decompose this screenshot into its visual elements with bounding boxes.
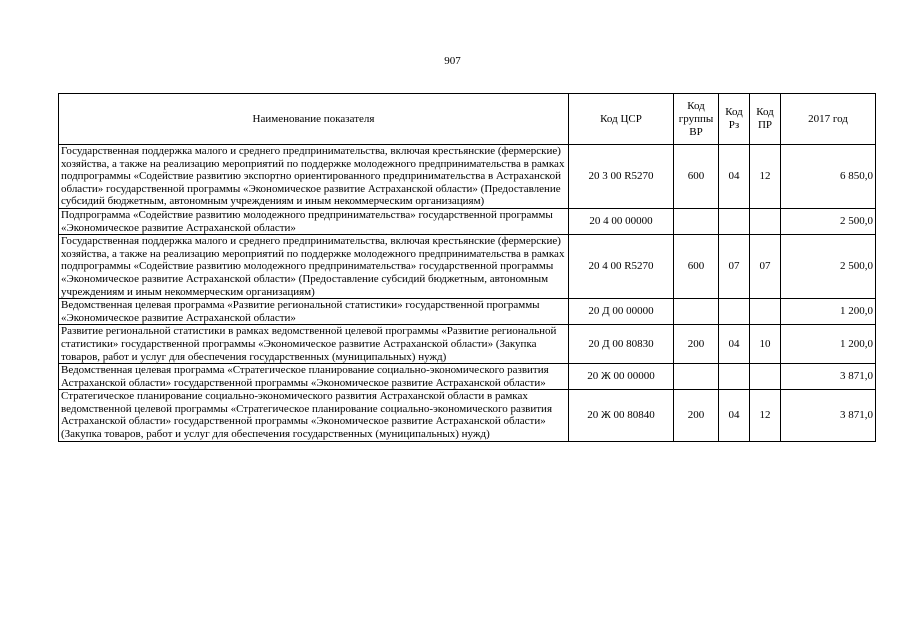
row-csr: 20 Д 00 00000 xyxy=(569,299,674,325)
table-row xyxy=(59,208,876,234)
row-name: Государственная поддержка малого и среднего предпринимательства, включая крестьянские (фермерские) хозяйства, а также на реализацию мероприятий по поддержке молодежного предпринимательства в рамках подпрограммы «Содействие развитию молодежного предпринимательства» государственной программы «Экономическое развитие Астраханской области» (Предоставление субсидий бюджетным, автономным учреждениям и иным некоммерческим организациям) xyxy=(59,235,569,299)
page-number: 907 xyxy=(444,55,461,67)
table-row xyxy=(59,235,876,299)
header-name: Наименование показателя xyxy=(59,94,569,145)
table-row xyxy=(59,325,876,364)
row-csr: 20 3 00 R5270 xyxy=(569,145,674,209)
row-csr: 20 4 00 00000 xyxy=(569,208,674,234)
table-row xyxy=(59,145,876,209)
row-rz: 04 xyxy=(719,390,750,441)
table-row xyxy=(59,299,876,325)
table-row xyxy=(59,390,876,441)
row-name: Развитие региональной статистики в рамках ведомственной целевой программы «Развитие региональной статистики» государственной программы «Экономическое развитие Астраханской области» (Закупка товаров, работ и услуг для обеспечения государственных (муниципальных) нужд) xyxy=(59,325,569,364)
row-vr: 600 xyxy=(674,235,719,299)
row-csr: 20 Ж 00 00000 xyxy=(569,364,674,390)
row-rz: 04 xyxy=(719,325,750,364)
row-rz xyxy=(719,208,750,234)
row-csr: 20 Ж 00 80840 xyxy=(569,390,674,441)
row-amount: 2 500,0 xyxy=(781,235,876,299)
row-pr xyxy=(750,208,781,234)
row-rz xyxy=(719,364,750,390)
row-amount: 2 500,0 xyxy=(781,208,876,234)
row-amount: 1 200,0 xyxy=(781,299,876,325)
row-vr xyxy=(674,208,719,234)
budget-table xyxy=(58,93,876,442)
row-pr: 07 xyxy=(750,235,781,299)
row-name: Ведомственная целевая программа «Стратегическое планирование социально-экономического развития Астраханской области» государственной программы «Экономическое развитие Астраханской области» xyxy=(59,364,569,390)
row-pr xyxy=(750,364,781,390)
row-pr xyxy=(750,299,781,325)
table-header-row xyxy=(59,94,876,145)
row-amount: 3 871,0 xyxy=(781,364,876,390)
row-rz xyxy=(719,299,750,325)
row-vr: 200 xyxy=(674,390,719,441)
row-vr xyxy=(674,364,719,390)
row-pr: 12 xyxy=(750,145,781,209)
header-rz: Код Рз xyxy=(719,94,750,145)
row-pr: 12 xyxy=(750,390,781,441)
row-rz: 04 xyxy=(719,145,750,209)
row-vr xyxy=(674,299,719,325)
row-csr: 20 Д 00 80830 xyxy=(569,325,674,364)
row-pr: 10 xyxy=(750,325,781,364)
table-row xyxy=(59,364,876,390)
row-csr: 20 4 00 R5270 xyxy=(569,235,674,299)
row-name: Государственная поддержка малого и среднего предпринимательства, включая крестьянские (фермерские) хозяйства, а также на реализацию мероприятий по поддержке молодежного предпринимательства в рамках подпрограммы «Содействие развитию экспортно ориентированного предпринимательства в Астраханской области» государственной программы «Экономическое развитие Астраханской области» (Предоставление субсидий бюджетным, автономным учреждениям и иным некоммерческим организациям) xyxy=(59,145,569,209)
row-vr: 600 xyxy=(674,145,719,209)
row-vr: 200 xyxy=(674,325,719,364)
row-amount: 6 850,0 xyxy=(781,145,876,209)
row-amount: 3 871,0 xyxy=(781,390,876,441)
row-amount: 1 200,0 xyxy=(781,325,876,364)
header-year: 2017 год xyxy=(781,94,876,145)
row-rz: 07 xyxy=(719,235,750,299)
header-pr: Код ПР xyxy=(750,94,781,145)
row-name: Стратегическое планирование социально-экономического развития Астраханской области в рамках ведомственной целевой программы «Стратегическое планирование социально-экономического развития Астраханской области» государственной программы «Экономическое развитие Астраханской области» (Закупка товаров, работ и услуг для обеспечения государственных (муниципальных) нужд) xyxy=(59,390,569,441)
header-vr: Код группы ВР xyxy=(674,94,719,145)
row-name: Подпрограмма «Содействие развитию молодежного предпринимательства» государственной программы «Экономическое развитие Астраханской области» xyxy=(59,208,569,234)
row-name: Ведомственная целевая программа «Развитие региональной статистики» государственной программы «Экономическое развитие Астраханской области» xyxy=(59,299,569,325)
header-csr: Код ЦСР xyxy=(569,94,674,145)
